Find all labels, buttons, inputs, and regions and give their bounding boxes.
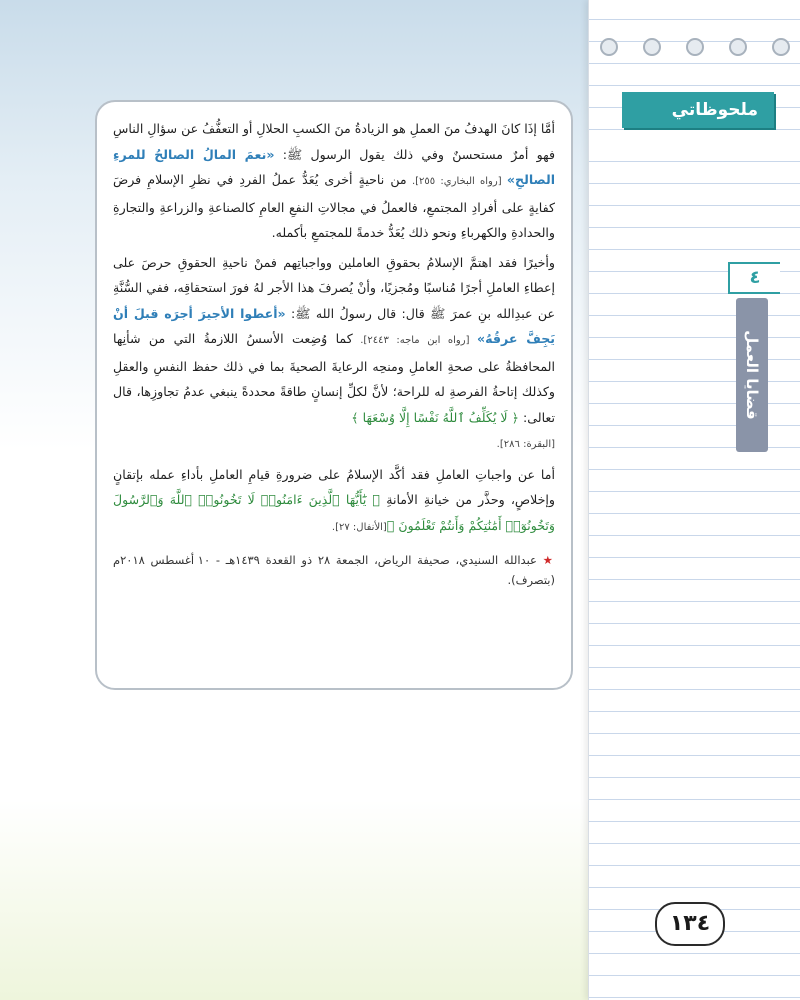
ring-icon: [600, 38, 618, 56]
ring-icon: [729, 38, 747, 56]
source-text: عبدالله السنيدي، صحيفة الرياض، الجمعة ٢٨ ذو القعدة ١٤٣٩هـ - ١٠ أغسطس ٢٠١٨م (بتصرف).: [113, 553, 555, 587]
paragraph-3: [113, 462, 555, 541]
quran-verse: ﴿ لَا يُكَلِّفُ ٱللَّهُ نَفْسًا إِلَّا وُسْعَهَا ﴾: [351, 409, 519, 425]
ring-icon: [772, 38, 790, 56]
notes-tab: [622, 92, 774, 128]
star-icon: ★: [542, 553, 555, 567]
unit-number: ٤: [728, 262, 780, 294]
p1-text-a: أمَّا إذَا كانَ الهدفُ منَ العملِ هو الزيادةُ منَ الكسبِ الحلالِ أو التعفُّفُ عن سؤالِ الناسِ فهو أمرٌ مستحسنٌ وفي ذلك يقول الرسول ﷺ:: [113, 121, 555, 162]
verse-reference: [البقرة: ٢٨٦].: [496, 439, 555, 450]
p2-text-b: كما وُضِعت الأسسُ اللازمةُ التي من شأنِها المحافظةُ على صحةِ العاملِ ومنحِه الرعايةَ الصحيةَ بما في ذلك حفظ النفسِ والعقلِ وكذلك إتاحةُ الفرصةِ له للراحة؛ لأنَّ لكلِّ إنسانٍ طاقةً محددةً ينبغي عدمُ تجاوزِها، قال تعالى:: [113, 331, 555, 425]
ring-icon: [686, 38, 704, 56]
ring-icon: [643, 38, 661, 56]
hadith-quote: «نعمَ المالُ الصالحُ للمرءِ الصالحِ»: [113, 146, 556, 187]
notebook-rings: [600, 38, 790, 58]
hadith-quote: «أعطوا الأجيرَ أجرَه قبلَ أنْ يَجِفَّ عرقُهُ»: [113, 305, 556, 346]
p3-text-a: أما عن واجباتِ العاملِ فقد أكَّد الإسلامُ على ضرورةِ قيامِ العاملِ بأداءِ عمله بإتقانٍ وإخلاصٍ، وحذَّر من خيانةِ الأمانةِ: [113, 466, 556, 507]
p2-text-a: وأخيرًا فقد اهتمَّ الإسلامُ بحقوقِ العاملين وواجباتِهم فمنْ ناحيةِ الحقوقِ حرصَ على إعطاءِ العاملِ أجرًا مُناسبًا ومُجزيًا، وأنْ يُصرفَ هذا الأجر لهُ فورَ استحقاقِه، ففي السُّنَّةِ عن عبدِالله بنِ عمرَ ﷺ قال: قال رسولُ الله ﷺ:: [113, 254, 555, 321]
verse-reference: [الأنفال: ٢٧].: [331, 521, 387, 533]
hadith-reference: [رواه ابن ماجه: ٢٤٤٣].: [352, 335, 478, 346]
content-box: [95, 100, 573, 690]
paragraph-2: [113, 250, 555, 458]
unit-title-tab: [736, 298, 768, 452]
hadith-reference: [رواه البخاري: ٢٥٥].: [406, 176, 507, 187]
page-number: ١٣٤: [655, 902, 725, 946]
quran-verse: ﴿ يَٰٓأَيُّهَا ٱلَّذِينَ ءَامَنُوا۟ لَا تَخُونُوا۟ ٱللَّهَ وَٱلرَّسُولَ وَتَخُونُوٓا۟ أَمَٰنَٰتِكُمْ وَأَنتُمْ تَعْلَمُونَ ﴾: [113, 492, 555, 533]
paragraph-1: [113, 116, 555, 246]
notebook-panel: [588, 0, 800, 1000]
source-citation: [113, 550, 555, 590]
p1-text-b: من ناحيةٍ أخرى يُعَدُّ عملُ الفردِ في نظرِ الإسلامِ فرضَ كفايةٍ على أفرادِ المجتمعِ، فالعملُ في مجالاتِ النفعِ العامِ كالصناعةِ والزراعةِ والتجارةِ والحدادةِ والكهرباءِ ونحو ذلك يُعَدُّ خدمةً للمجتمعِ بأكمله.: [113, 172, 555, 240]
unit-title: قضايا العمل: [743, 330, 761, 420]
notes-label: ملحوظاتي: [671, 100, 758, 120]
